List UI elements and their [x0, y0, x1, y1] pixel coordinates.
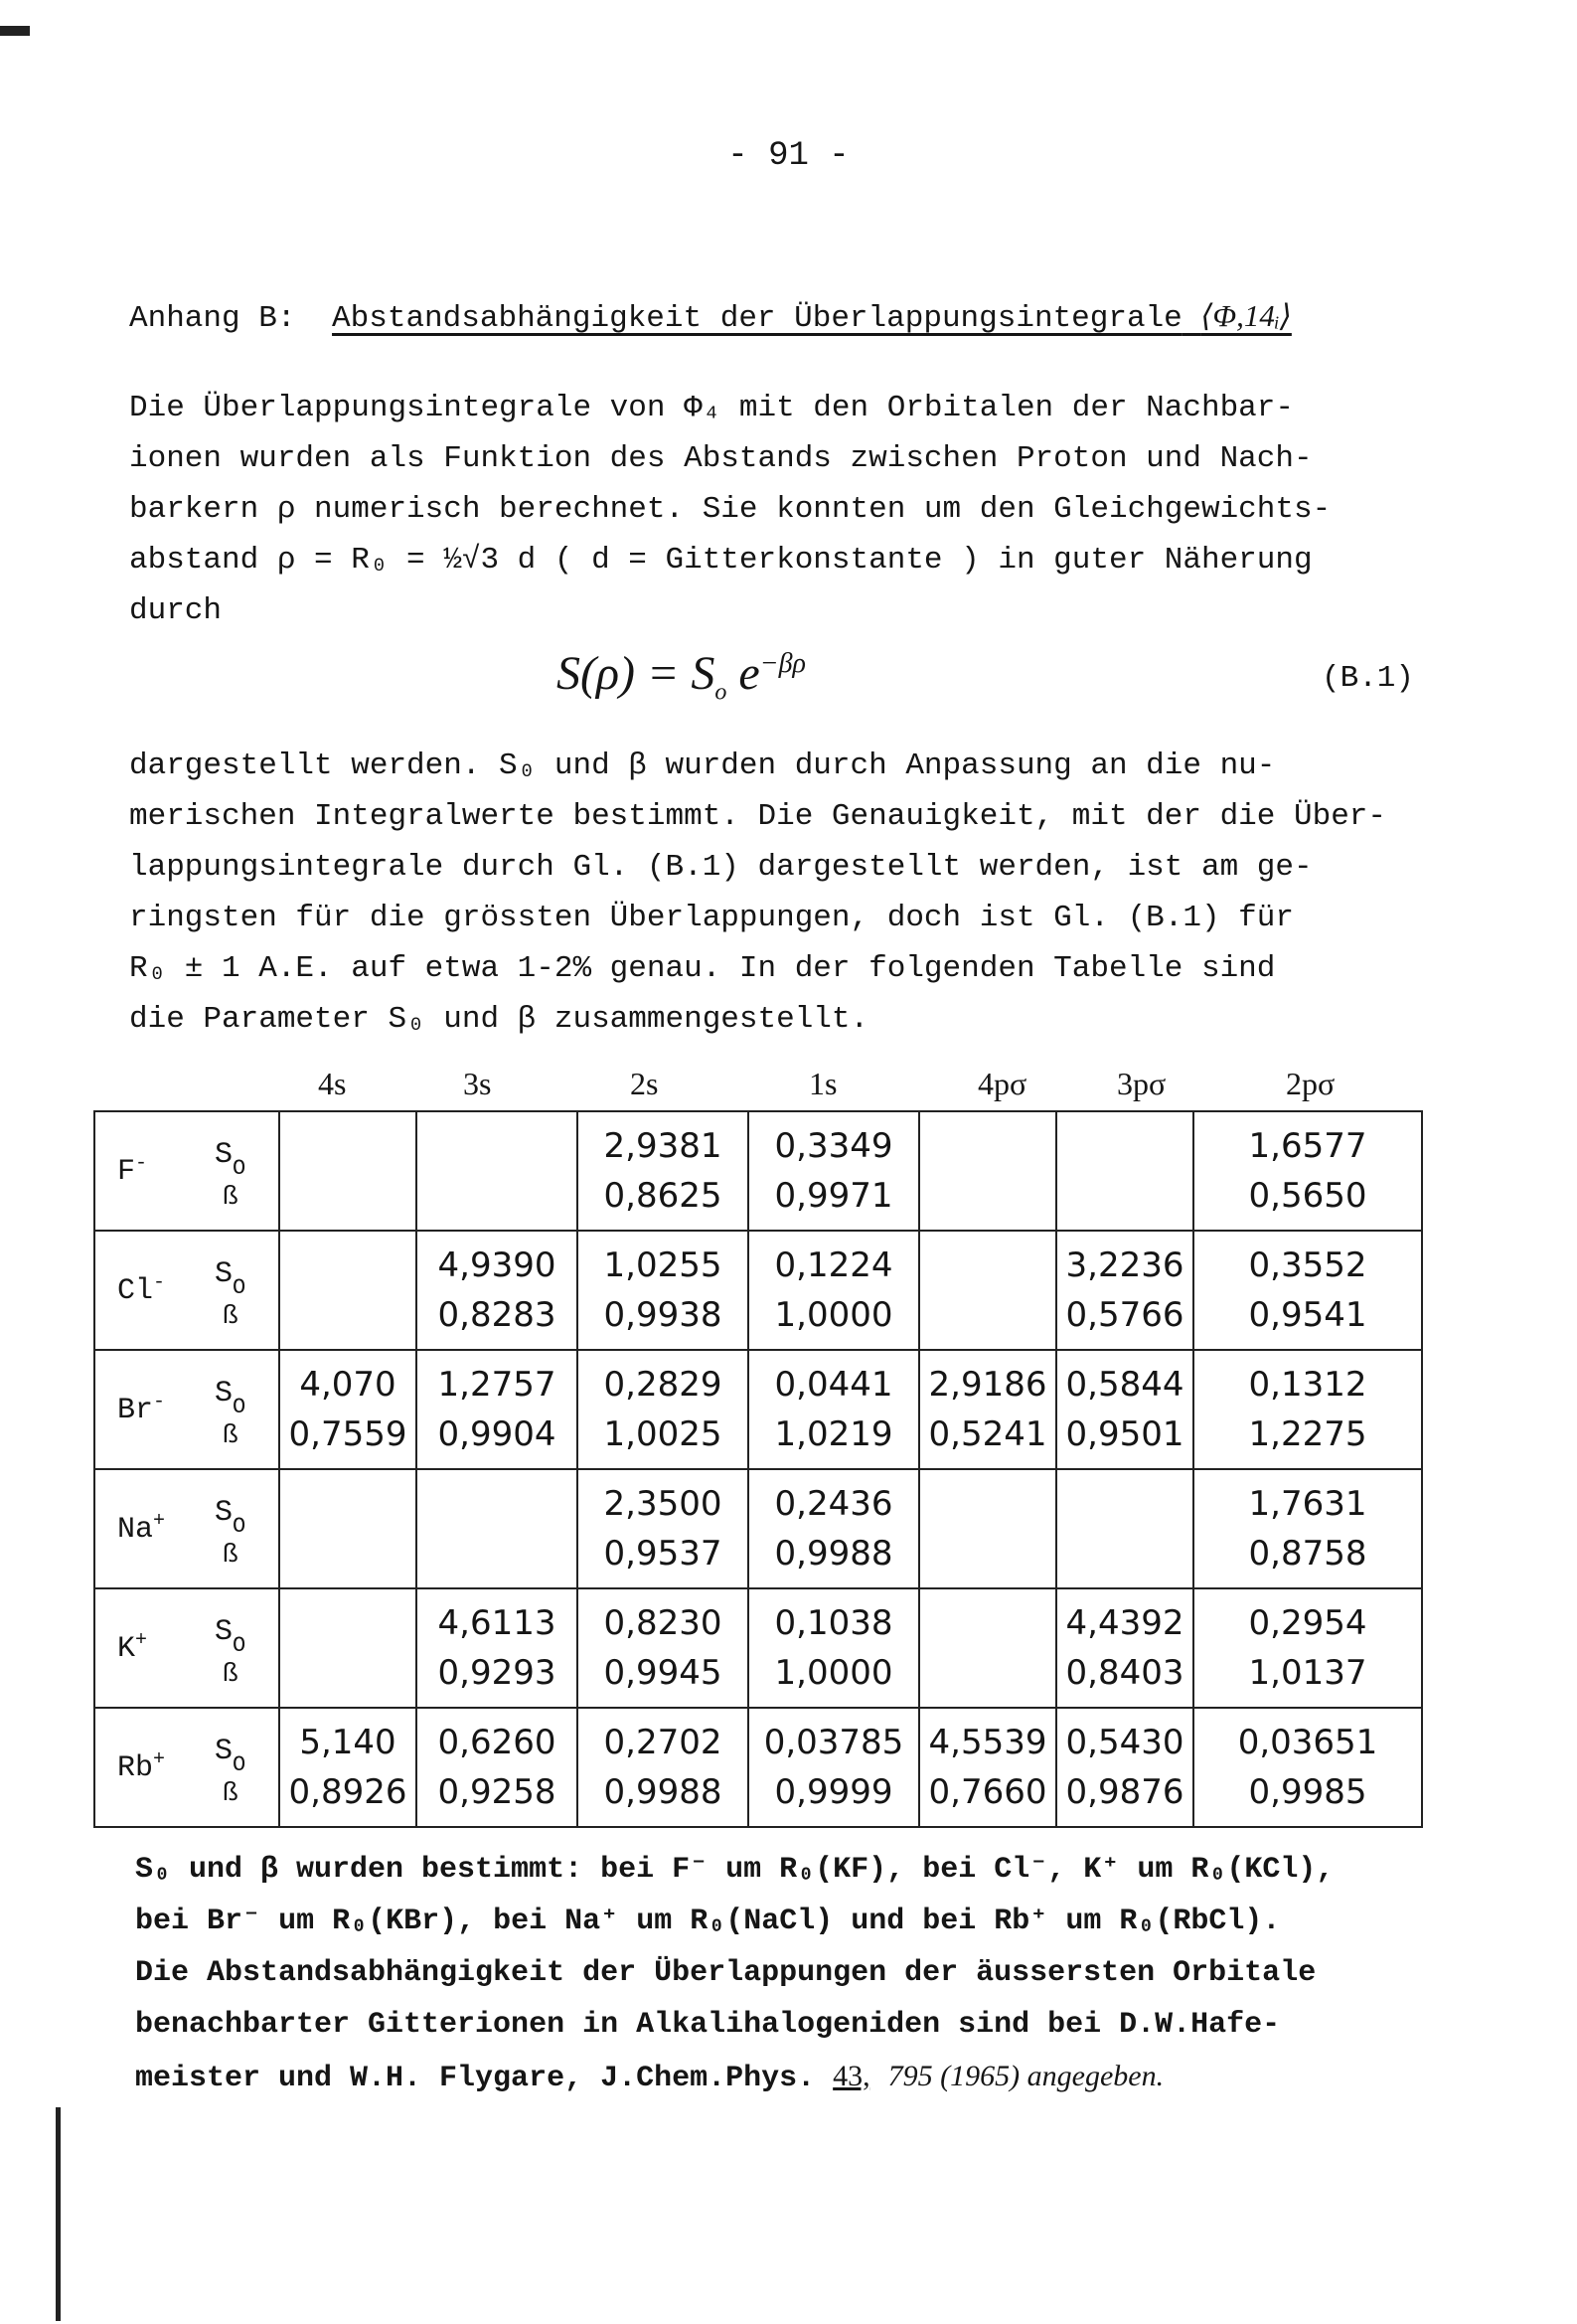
param-s0-label: $S_O$ [215, 1138, 246, 1181]
beta-value: 1,0025 [603, 1414, 722, 1454]
text-line: S₀ und β wurden bestimmt: bei F⁻ um R₀(KF), bei Cl⁻, K⁺ um R₀(KCl), [135, 1853, 1335, 1887]
param-s0-label: $S_O$ [215, 1257, 246, 1300]
value-cell [279, 1350, 416, 1469]
value-cell [577, 1708, 748, 1827]
value-cell [1193, 1111, 1422, 1231]
text-line: benachbarter Gitterionen in Alkalihalogeniden sind bei D.W.Hafe- [135, 2008, 1281, 2042]
text-line: lappungsintegrale durch Gl. (B.1) dargestellt werden, ist am ge- [129, 850, 1313, 885]
heading-prefix: Anhang B: [129, 301, 296, 336]
beta-value: 0,9258 [437, 1772, 556, 1812]
text-line: die Parameter S₀ und β zusammengestellt. [129, 1002, 869, 1037]
beta-value: 0,9945 [603, 1653, 722, 1693]
value-cell [1193, 1708, 1422, 1827]
s0-value [1057, 1121, 1192, 1171]
value-cell [1056, 1231, 1193, 1350]
s0-value: 3,2236 [1065, 1245, 1184, 1285]
param-beta-label: ß [223, 1420, 238, 1450]
value-cell [919, 1708, 1056, 1827]
s0-value [280, 1598, 415, 1648]
value-cell [577, 1231, 748, 1350]
parameter-table [93, 1066, 1421, 1828]
heading-symbol: ⟨Φ,14ᵢ⟩ [1200, 298, 1292, 333]
beta-value [920, 1171, 1055, 1221]
beta-value: 0,8283 [437, 1295, 556, 1335]
s0-value: 0,6260 [437, 1723, 556, 1762]
text-line: Die Abstandsabhängigkeit der Überlappungen der äussersten Orbitale [135, 1956, 1317, 1990]
beta-value: 0,9501 [1065, 1414, 1184, 1454]
text-line: durch [129, 593, 223, 628]
table-row [94, 1708, 1422, 1827]
s0-value [280, 1479, 415, 1529]
ion-symbol: F- [117, 1152, 148, 1189]
beta-value: 0,5241 [928, 1414, 1047, 1454]
beta-value: 0,9971 [774, 1176, 893, 1216]
beta-value: 0,9541 [1248, 1295, 1367, 1335]
beta-value: 1,0000 [774, 1295, 893, 1335]
value-cell [748, 1708, 919, 1827]
beta-value: 0,9904 [437, 1414, 556, 1454]
column-header-3p: 3pσ [1117, 1066, 1167, 1101]
s0-value: 2,9381 [603, 1126, 722, 1166]
value-cell [1193, 1588, 1422, 1708]
value-cell [1056, 1469, 1193, 1588]
beta-value: 0,9988 [603, 1772, 722, 1812]
s0-value: 0,2829 [603, 1365, 722, 1405]
value-cell [748, 1588, 919, 1708]
table-row [94, 1350, 1422, 1469]
beta-value: 0,9537 [603, 1534, 722, 1574]
s0-value: 0,5844 [1065, 1365, 1184, 1405]
s0-value [1057, 1479, 1192, 1529]
equation-b1: $S(\rho) = S_o$ $e^{-\beta\rho}$ [556, 647, 806, 706]
s0-value: 0,1224 [774, 1245, 893, 1285]
s0-value: 0,03651 [1237, 1723, 1378, 1762]
ion-symbol: Br- [117, 1391, 166, 1427]
value-cell [1193, 1350, 1422, 1469]
value-cell [1193, 1469, 1422, 1588]
param-s0-label: $S_O$ [215, 1735, 246, 1777]
ion-label-cell [94, 1231, 279, 1350]
beta-value [1057, 1529, 1192, 1578]
s0-value: 1,0255 [603, 1245, 722, 1285]
s0-value: 5,140 [299, 1723, 396, 1762]
value-cell [577, 1111, 748, 1231]
param-beta-label: ß [223, 1540, 238, 1570]
value-cell [279, 1231, 416, 1350]
beta-value [920, 1290, 1055, 1340]
beta-value: 0,8403 [1065, 1653, 1184, 1693]
s0-value: 0,2702 [603, 1723, 722, 1762]
param-beta-label: ß [223, 1301, 238, 1331]
beta-value: 1,0219 [774, 1414, 893, 1454]
beta-value [280, 1648, 415, 1698]
beta-value: 0,8625 [603, 1176, 722, 1216]
column-header-3s: 3s [463, 1066, 492, 1101]
value-cell [279, 1588, 416, 1708]
beta-value [920, 1529, 1055, 1578]
s0-value: 0,3349 [774, 1126, 893, 1166]
s0-value [417, 1121, 576, 1171]
value-cell [1056, 1588, 1193, 1708]
s0-value: 2,3500 [603, 1484, 722, 1524]
beta-value: 1,0000 [774, 1653, 893, 1693]
column-header-2p: 2pσ [1286, 1066, 1336, 1101]
s0-value: 0,1312 [1248, 1365, 1367, 1405]
text-line: merischen Integralwerte bestimmt. Die Genauigkeit, mit der die Über- [129, 799, 1387, 834]
value-cell [1056, 1350, 1193, 1469]
footnote-paragraph [135, 1844, 1506, 2102]
scan-corner-mark [0, 26, 30, 36]
beta-value [280, 1529, 415, 1578]
ion-label-cell [94, 1708, 279, 1827]
ion-label-cell [94, 1350, 279, 1469]
table-row [94, 1588, 1422, 1708]
s0-value: 1,6577 [1248, 1126, 1367, 1166]
value-cell [279, 1708, 416, 1827]
beta-value: 0,9988 [774, 1534, 893, 1574]
value-cell [748, 1111, 919, 1231]
ion-label-cell [94, 1469, 279, 1588]
s0-value [920, 1121, 1055, 1171]
s0-value [280, 1241, 415, 1290]
param-beta-label: ß [223, 1659, 238, 1689]
s0-value: 0,3552 [1248, 1245, 1367, 1285]
column-header-4p: 4pσ [978, 1066, 1027, 1101]
beta-value [1057, 1171, 1192, 1221]
text-line: ringsten für die grössten Überlappungen, doch ist Gl. (B.1) für [129, 901, 1294, 935]
ion-symbol: Rb+ [117, 1748, 166, 1785]
s0-value: 4,5539 [928, 1723, 1047, 1762]
ion-symbol: K+ [117, 1629, 148, 1666]
value-cell [748, 1350, 919, 1469]
value-cell [416, 1469, 577, 1588]
column-header-4s: 4s [318, 1066, 347, 1101]
s0-value: 4,6113 [437, 1603, 556, 1643]
s0-value [417, 1479, 576, 1529]
text-line: abstand ρ = R₀ = ½√3 d ( d = Gitterkonstante ) in guter Näherung [129, 543, 1313, 578]
value-cell [416, 1588, 577, 1708]
beta-value: 0,5766 [1065, 1295, 1184, 1335]
scan-margin-bar [56, 2107, 61, 2321]
value-cell [416, 1111, 577, 1231]
s0-value: 0,2954 [1248, 1603, 1367, 1643]
beta-value: 0,8758 [1248, 1534, 1367, 1574]
ion-label-cell [94, 1111, 279, 1231]
citation-line [135, 2051, 1506, 2102]
beta-value: 1,2275 [1248, 1414, 1367, 1454]
value-cell [919, 1588, 1056, 1708]
value-cell [919, 1231, 1056, 1350]
value-cell [748, 1231, 919, 1350]
param-s0-label: $S_O$ [215, 1615, 246, 1658]
value-cell [577, 1469, 748, 1588]
value-cell [279, 1111, 416, 1231]
heading-title: Abstandsabhängigkeit der Überlappungsintegrale ⟨Φ,14ᵢ⟩ [332, 298, 1292, 336]
s0-value: 1,2757 [437, 1365, 556, 1405]
beta-value: 0,7660 [928, 1772, 1047, 1812]
value-cell [748, 1469, 919, 1588]
page-number: - 91 - [727, 137, 850, 175]
beta-value: 0,7559 [288, 1414, 407, 1454]
beta-value [417, 1171, 576, 1221]
value-cell [416, 1350, 577, 1469]
value-cell [1193, 1231, 1422, 1350]
ion-label-cell [94, 1588, 279, 1708]
text-line: bei Br⁻ um R₀(KBr), bei Na⁺ um R₀(NaCl) und bei Rb⁺ um R₀(RbCl). [135, 1905, 1281, 1938]
s0-value [920, 1241, 1055, 1290]
beta-value: 0,9938 [603, 1295, 722, 1335]
beta-value: 0,9985 [1248, 1772, 1367, 1812]
s0-value: 4,9390 [437, 1245, 556, 1285]
equation-number: (B.1) [1322, 661, 1415, 696]
s0-value: 4,4392 [1065, 1603, 1184, 1643]
s0-value [920, 1479, 1055, 1529]
appendix-heading [129, 298, 1292, 336]
value-cell [1056, 1708, 1193, 1827]
s0-value: 1,7631 [1248, 1484, 1367, 1524]
table-row [94, 1111, 1422, 1231]
s0-value: 0,5430 [1065, 1723, 1184, 1762]
value-cell [279, 1469, 416, 1588]
beta-value [280, 1290, 415, 1340]
beta-value: 0,9999 [774, 1772, 893, 1812]
beta-value: 0,9876 [1065, 1772, 1184, 1812]
table-row [94, 1231, 1422, 1350]
param-beta-label: ß [223, 1778, 238, 1808]
param-s0-label: $S_O$ [215, 1496, 246, 1539]
s0-value: 0,0441 [774, 1365, 893, 1405]
text-line: dargestellt werden. S₀ und β wurden durch Anpassung an die nu- [129, 748, 1276, 783]
value-cell [416, 1708, 577, 1827]
value-cell [577, 1350, 748, 1469]
value-cell [416, 1231, 577, 1350]
beta-value [920, 1648, 1055, 1698]
text-line: barkern ρ numerisch berechnet. Sie konnten um den Gleichgewichts- [129, 492, 1332, 527]
body-paragraph [129, 741, 1461, 1045]
s0-value: 0,03785 [763, 1723, 904, 1762]
intro-paragraph [129, 383, 1461, 636]
table-row [94, 1469, 1422, 1588]
s0-value [280, 1121, 415, 1171]
value-cell [919, 1111, 1056, 1231]
ion-symbol: Na+ [117, 1510, 166, 1547]
column-header-1s: 1s [809, 1066, 838, 1101]
value-cell [919, 1350, 1056, 1469]
s0-value: 4,070 [299, 1365, 396, 1405]
param-beta-label: ß [223, 1182, 238, 1212]
beta-value: 0,9293 [437, 1653, 556, 1693]
citation-rest: 795 (1965) angegeben. [887, 2060, 1165, 2092]
value-cell [1056, 1111, 1193, 1231]
text-line: R₀ ± 1 A.E. auf etwa 1-2% genau. In der folgenden Tabelle sind [129, 951, 1276, 986]
ion-symbol: Cl- [117, 1271, 166, 1308]
data-grid [93, 1110, 1423, 1828]
beta-value [280, 1171, 415, 1221]
s0-value: 0,8230 [603, 1603, 722, 1643]
s0-value: 0,1038 [774, 1603, 893, 1643]
beta-value [417, 1529, 576, 1578]
beta-value: 0,5650 [1248, 1176, 1367, 1216]
beta-value: 1,0137 [1248, 1653, 1367, 1693]
citation-volume: 43, [833, 2060, 870, 2092]
column-header-2s: 2s [630, 1066, 659, 1101]
param-s0-label: $S_O$ [215, 1377, 246, 1419]
value-cell [919, 1469, 1056, 1588]
text-line: Die Überlappungsintegrale von Φ₄ mit den Orbitalen der Nachbar- [129, 391, 1294, 425]
value-cell [577, 1588, 748, 1708]
s0-value [920, 1598, 1055, 1648]
s0-value: 2,9186 [928, 1365, 1047, 1405]
s0-value: 0,2436 [774, 1484, 893, 1524]
beta-value: 0,8926 [288, 1772, 407, 1812]
citation-prefix: meister und W.H. Flygare, J.Chem.Phys. [135, 2062, 816, 2095]
text-line: ionen wurden als Funktion des Abstands zwischen Proton und Nach- [129, 441, 1313, 476]
